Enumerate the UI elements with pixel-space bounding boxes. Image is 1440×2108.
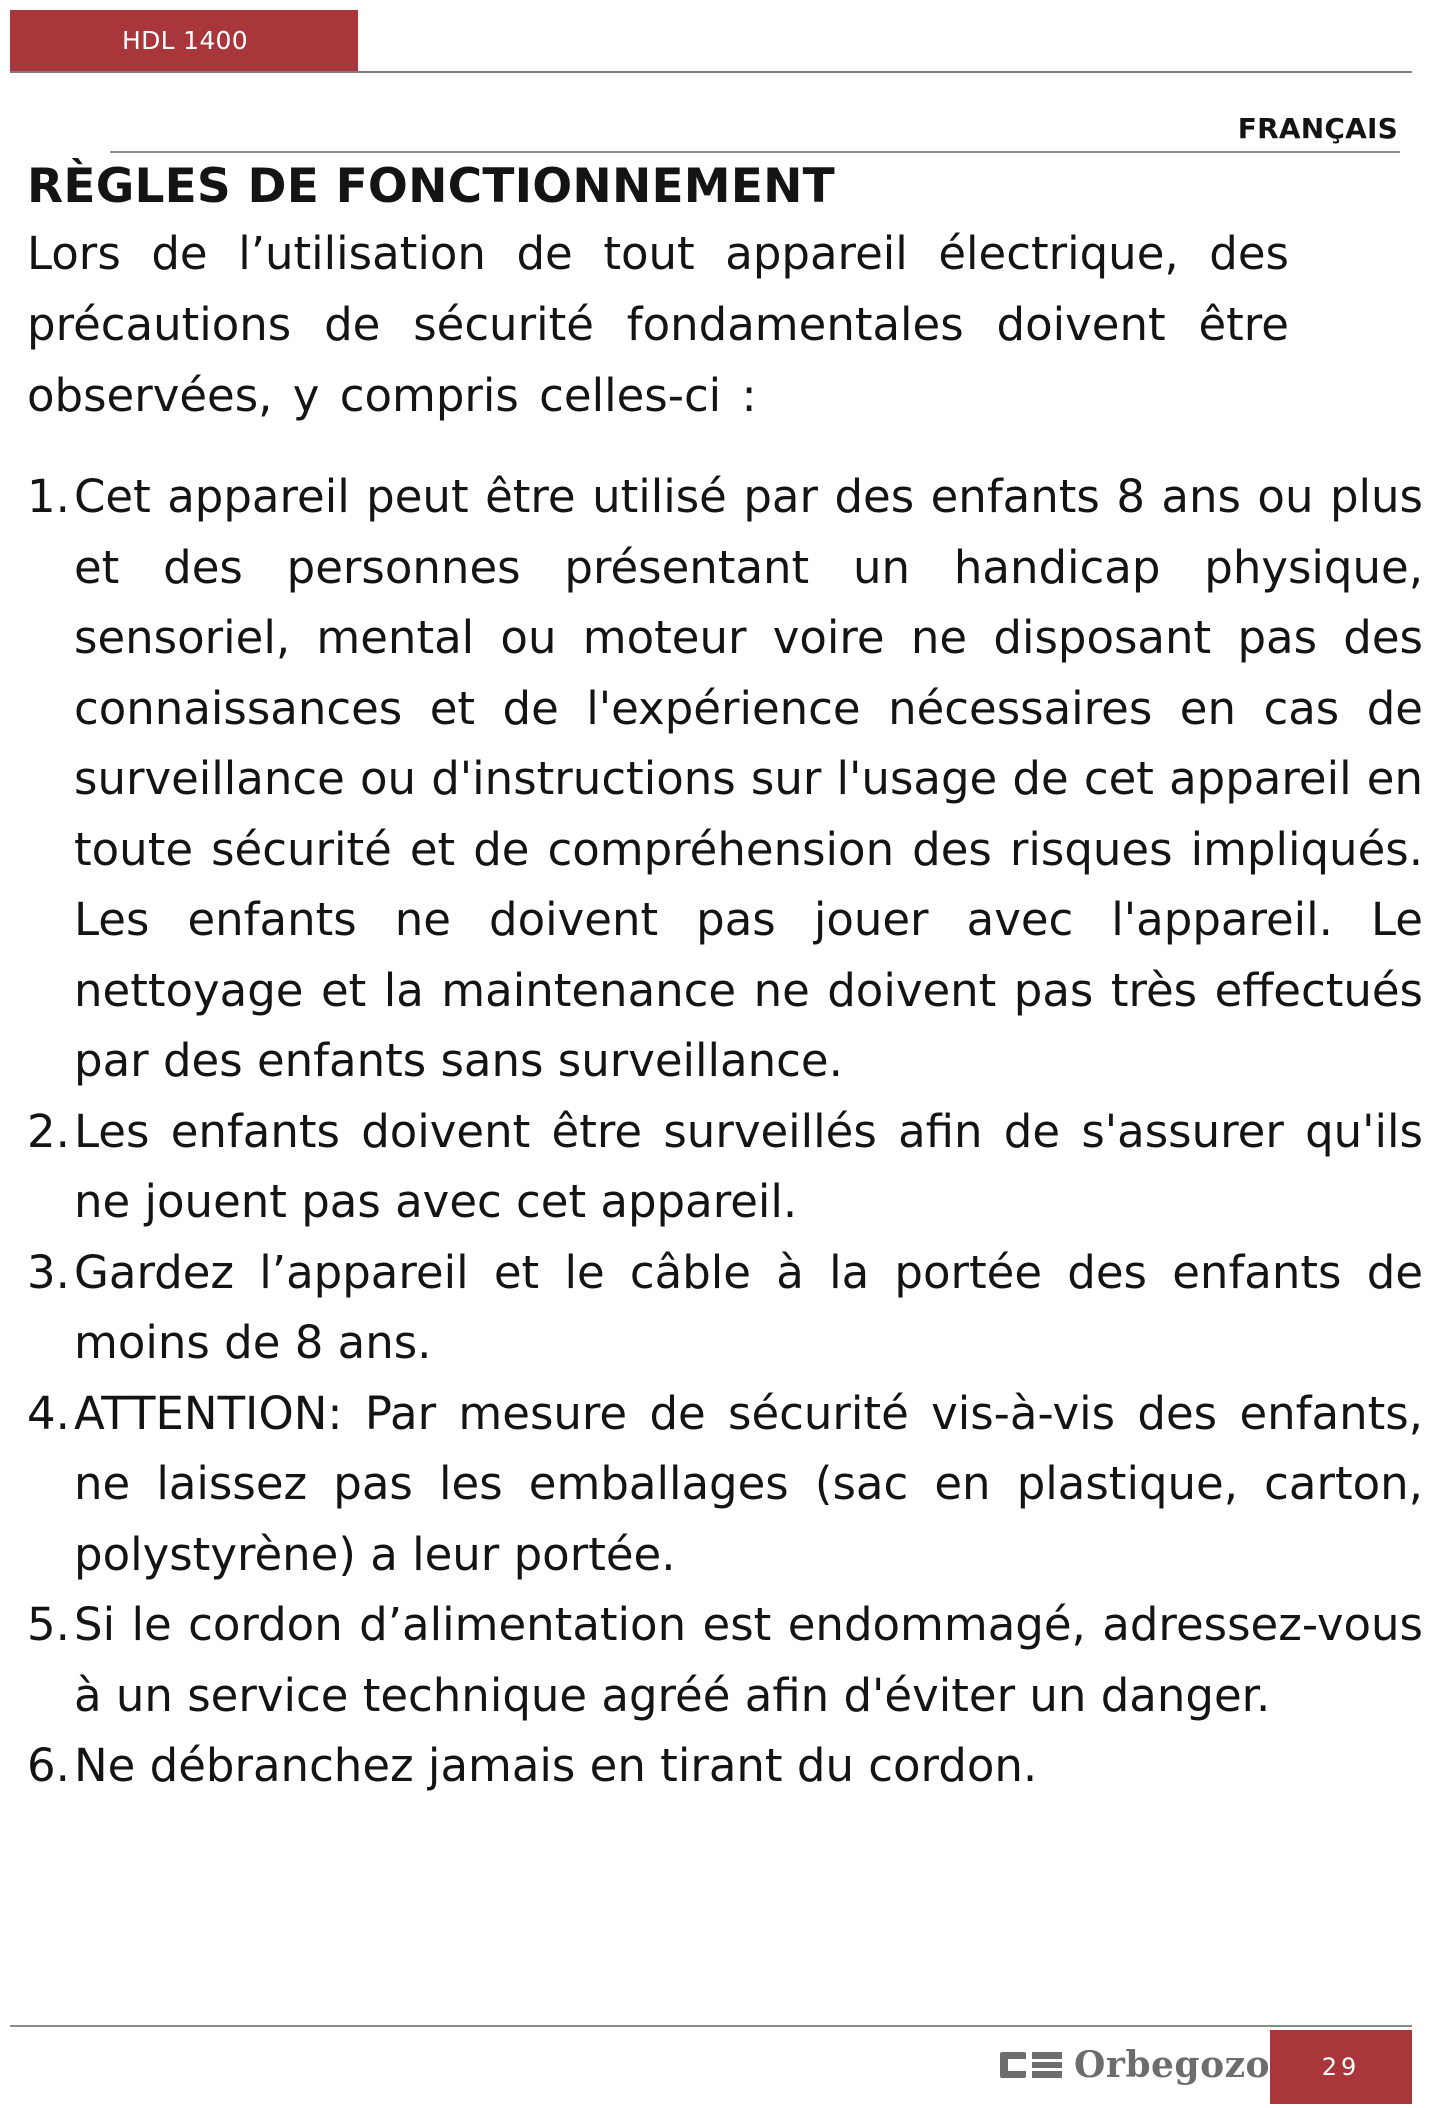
section-title: RÈGLES DE FONCTIONNEMENT <box>27 159 835 214</box>
rule-text: Si le cordon d’alimentation est endommagé, adressez-vous à un service technique agréé afin d'éviter un danger. <box>74 1598 1423 1722</box>
rule-item <box>27 1379 1423 1591</box>
rule-number: 1. <box>27 470 70 523</box>
page-number: 29 <box>1270 2030 1412 2104</box>
footer-divider <box>10 2025 1412 2027</box>
rule-item <box>27 1590 1423 1731</box>
model-name: HDL 1400 <box>122 26 248 55</box>
language-divider <box>110 151 1400 153</box>
header-divider <box>10 71 1412 73</box>
rule-item <box>27 462 1423 1097</box>
rule-text: Cet appareil peut être utilisé par des enfants 8 ans ou plus et des personnes présentant un handicap physique, sensoriel, mental ou moteur voire ne disposant pas des connaissances et de l'expérience nécessaires en cas de surveillance ou d'instructions sur l'usage de cet appareil en toute sécurité et de compréhension des risques impliqués. Les enfants ne doivent pas jouer avec l'appareil. Le nettoyage et la maintenance ne doivent pas très effectués par des enfants sans surveillance. <box>74 470 1423 1087</box>
section-intro: Lors de l’utilisation de tout appareil électrique, des précautions de sécurité fondamentales doivent être observées, y compris celles-ci : <box>27 227 1289 422</box>
rule-text: Les enfants doivent être surveillés afin de s'assurer qu'ils ne jouent pas avec cet appareil. <box>74 1104 1423 1228</box>
rule-text: ATTENTION: Par mesure de sécurité vis-à-vis des enfants, ne laissez pas les emballages (sac en plastique, carton, polystyrène) a leur portée. <box>74 1386 1423 1581</box>
rule-text: Ne débranchez jamais en tirant du cordon. <box>74 1739 1038 1792</box>
rule-number: 6. <box>27 1739 70 1792</box>
rule-item <box>27 1238 1423 1379</box>
model-tab <box>10 10 358 72</box>
brand-name: Orbegozo <box>1074 2044 1271 2086</box>
rule-number: 5. <box>27 1598 70 1651</box>
rule-number: 4. <box>27 1386 70 1440</box>
brand-mark-icon <box>1000 2050 1062 2080</box>
rule-number: 2. <box>27 1104 70 1158</box>
rule-item <box>27 1731 1423 1802</box>
brand-logo <box>1000 2040 1270 2090</box>
rule-text: Gardez l’appareil et le câble à la portée des enfants de moins de 8 ans. <box>74 1245 1423 1369</box>
rule-item <box>27 1097 1423 1238</box>
rules-list <box>27 462 1423 1802</box>
language-label: FRANÇAIS <box>1237 112 1398 145</box>
rule-number: 3. <box>27 1245 70 1299</box>
page-content <box>27 156 1423 1802</box>
